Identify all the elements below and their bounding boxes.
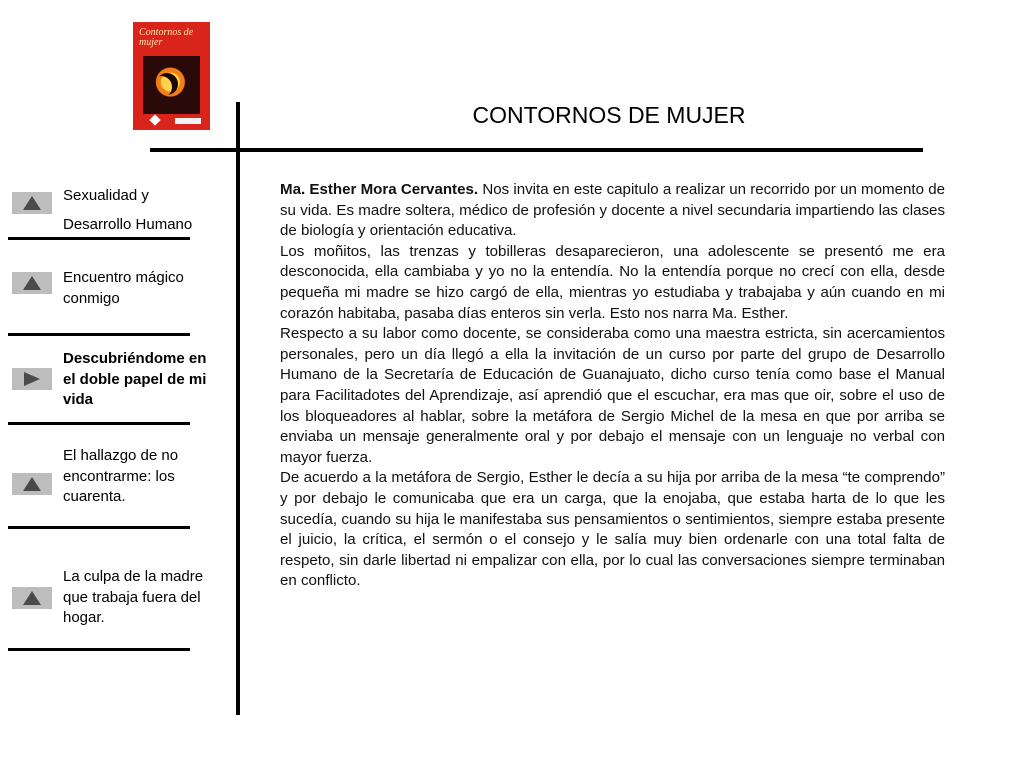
sidebar-divider	[8, 237, 190, 240]
up-arrow-icon[interactable]	[12, 587, 52, 609]
intro-paragraph	[280, 180, 945, 242]
body-paragraph: Los moñitos, las trenzas y tobilleras desaparecieron, una adolescente se presentó me era desconocida, ella cambiaba y yo no la entendía. No la entendía porque no crecí con ella, desde pequeña mi madre se hizo cargó de ella, mientras yo estudiaba y trabajaba y aún cuando en mi corazón habitaba, pasaba días enteros sin verla. Esto nos narra Ma. Esther.	[280, 242, 945, 322]
right-arrow-icon[interactable]	[12, 368, 52, 390]
sidebar-divider	[8, 526, 190, 529]
up-arrow-icon[interactable]	[12, 473, 52, 495]
cover-title: Contornos de mujer	[139, 27, 194, 48]
sidebar-divider	[8, 333, 190, 336]
body-paragraph: De acuerdo a la metáfora de Sergio, Esther le decía a su hija por arriba de la mesa “te comprendo” y por debajo le comunicaba que era un carga, que la enojaba, que estaba harta de lo que les sucedía, cuando su hija le manifestaba sus pensamientos o sentimientos, siempre estaba presente el juicio, la crítica, el sermón o el consejo y le salía muy bien ordenarle con una total falta de respeto, sin darle libertad ni empalizar con ella, por lo cual las conversaciones siempre terminaban en conflicto.	[280, 469, 945, 590]
book-cover-image	[133, 22, 210, 130]
up-arrow-icon[interactable]	[12, 192, 52, 214]
sidebar-item-hallazgo[interactable]	[12, 446, 212, 508]
sidebar-item-label-active: Descubriéndome en el doble papel de mi vida	[63, 350, 207, 408]
sidebar-divider	[8, 422, 190, 425]
sidebar-item-label: El hallazgo de no encontrarme: los cuarenta.	[63, 447, 179, 505]
header-divider	[150, 148, 923, 152]
body-paragraph: Respecto a su labor como docente, se consideraba como una maestra estricta, sin acercamientos personales, pero un día llegó a ella la invitación de un curso por parte del grupo de Desarrollo Humano de la Secretaría de Educación de Guanajuato, dicho curso tenía como base el Manual para Facilitadotes del Aprendizaje, así aprendió que el escuchar, era mas que oir, sobre el uso de los bloqueadores al hablar, sobre la metáfora de Sergio Michel de la mesa en que por arriba se enviaba un mensaje generalmente oral y por debajo el mensaje con un lenguaje no verbal con mayor fuerza.	[280, 325, 945, 466]
page-title: CONTORNOS DE MUJER	[472, 102, 746, 128]
sidebar-divider	[8, 648, 190, 651]
cover-moon-icon	[156, 73, 178, 95]
author-name: Ma. Esther Mora Cervantes.	[280, 181, 479, 198]
sidebar-item-encuentro[interactable]	[12, 268, 212, 310]
sidebar-item-label: La culpa de la madre que trabaja fuera del hogar.	[63, 568, 204, 626]
sidebar-item-culpa[interactable]	[12, 567, 212, 629]
up-arrow-icon[interactable]	[12, 272, 52, 294]
cover-art	[143, 56, 200, 114]
cover-publisher-logo	[175, 118, 201, 124]
intro-text: Nos invita en este capitulo a realizar un recorrido por un momento de su vida. Es madre soltera, médico de profesión y docente a nivel secundaria impartiendo las clases de biología y orientación educativa.	[280, 181, 945, 240]
cover-emblem-icon	[149, 114, 160, 125]
sidebar-item-label: Encuentro mágico conmigo	[63, 269, 184, 307]
sidebar-item-label: Sexualidad y Desarrollo Humano	[63, 187, 193, 233]
sidebar-item-sexualidad[interactable]	[12, 181, 212, 233]
vertical-divider	[236, 102, 240, 715]
main-content	[280, 180, 945, 592]
sidebar-item-descubriendome[interactable]	[12, 349, 212, 411]
